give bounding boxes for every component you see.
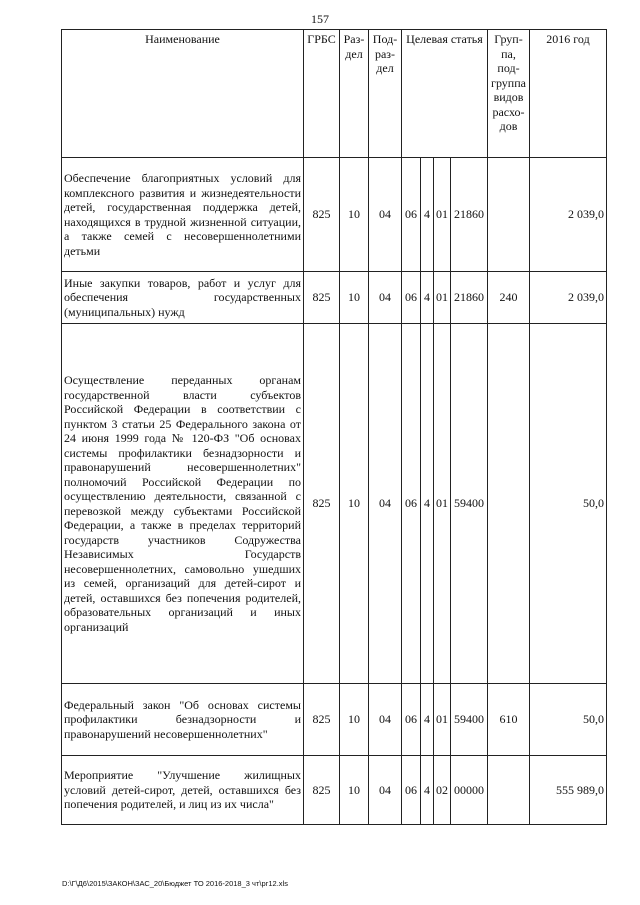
header-name: Наименование — [62, 30, 304, 158]
file-path-footer: D:\Г\Д6\2015\ЗАКОН\ЗАС_20\Бюджет ТО 2016-2018_3 чт\рг12.xls — [62, 879, 288, 888]
row-podrazdel: 04 — [369, 324, 402, 684]
row-name: Федеральный закон "Об основах системы профилактики безнадзорности и правонарушений несовершеннолетних" — [62, 684, 304, 756]
row-grbs: 825 — [304, 756, 340, 825]
row-target-subprogram: 4 — [421, 684, 434, 756]
table-row — [62, 756, 607, 825]
row-amount: 50,0 — [530, 324, 607, 684]
row-target-event: 01 — [434, 272, 451, 324]
row-target-code: 00000 — [451, 756, 488, 825]
row-podrazdel: 04 — [369, 272, 402, 324]
row-target-program: 06 — [402, 756, 421, 825]
row-target-code: 59400 — [451, 324, 488, 684]
row-target-code: 21860 — [451, 158, 488, 272]
page-number: 157 — [311, 12, 329, 26]
table-row — [62, 158, 607, 272]
row-razdel: 10 — [340, 272, 369, 324]
row-target-program: 06 — [402, 272, 421, 324]
header-podrazdel: Под- раз- дел — [369, 30, 402, 158]
row-target-subprogram: 4 — [421, 158, 434, 272]
row-target-event: 01 — [434, 324, 451, 684]
row-grbs: 825 — [304, 684, 340, 756]
budget-table — [61, 29, 607, 825]
row-target-program: 06 — [402, 324, 421, 684]
row-target-event: 02 — [434, 756, 451, 825]
table-header-row — [62, 30, 607, 158]
row-grbs: 825 — [304, 324, 340, 684]
row-podrazdel: 04 — [369, 684, 402, 756]
row-target-code: 21860 — [451, 272, 488, 324]
row-target-subprogram: 4 — [421, 324, 434, 684]
row-podrazdel: 04 — [369, 756, 402, 825]
row-target-event: 01 — [434, 158, 451, 272]
row-name: Мероприятие "Улучшение жилищных условий детей-сирот, детей, оставшихся без попечения родителей, и лиц из их числа" — [62, 756, 304, 825]
row-target-program: 06 — [402, 684, 421, 756]
row-amount: 555 989,0 — [530, 756, 607, 825]
header-target-article: Целевая статья — [402, 30, 488, 158]
row-target-subprogram: 4 — [421, 272, 434, 324]
row-group — [488, 756, 530, 825]
row-razdel: 10 — [340, 324, 369, 684]
row-podrazdel: 04 — [369, 158, 402, 272]
row-razdel: 10 — [340, 158, 369, 272]
header-year: 2016 год — [530, 30, 607, 158]
header-group: Груп- па, под- группа видов расхо- дов — [488, 30, 530, 158]
row-target-event: 01 — [434, 684, 451, 756]
row-name: Обеспечение благоприятных условий для комплексного развития и жизнедеятельности детей, государственная поддержка детей, находящихся в трудной жизненной ситуации, а также семей с несовершеннолетними детьми — [62, 158, 304, 272]
row-target-subprogram: 4 — [421, 756, 434, 825]
table-row — [62, 684, 607, 756]
table-row — [62, 272, 607, 324]
row-group — [488, 158, 530, 272]
header-razdel: Раз- дел — [340, 30, 369, 158]
row-target-code: 59400 — [451, 684, 488, 756]
row-amount: 2 039,0 — [530, 272, 607, 324]
row-name: Осуществление переданных органам государственной власти субъектов Российской Федерации в соответствии с пунктом 3 статьи 25 Федерального закона от 24 июня 1999 года № 120-ФЗ "Об основах системы профилактики безнадзорности и правонарушений несовершеннолетних" полномочий Российской Федерации по осуществлению деятельности, связанной с перевозкой между субъектами Российской Федерации, а также в пределах территорий государств участников Содружества Независимых Государств несовершеннолетних, самовольно ушедших из семей, организаций для детей-сирот и детей, оставшихся без попечения родителей, образовательных организаций и иных организаций — [62, 324, 304, 684]
row-grbs: 825 — [304, 272, 340, 324]
row-group: 610 — [488, 684, 530, 756]
row-target-program: 06 — [402, 158, 421, 272]
row-group: 240 — [488, 272, 530, 324]
row-amount: 2 039,0 — [530, 158, 607, 272]
row-razdel: 10 — [340, 684, 369, 756]
row-name: Иные закупки товаров, работ и услуг для обеспечения государственных (муниципальных) нужд — [62, 272, 304, 324]
table-row — [62, 324, 607, 684]
row-amount: 50,0 — [530, 684, 607, 756]
header-grbs: ГРБС — [304, 30, 340, 158]
row-grbs: 825 — [304, 158, 340, 272]
row-group — [488, 324, 530, 684]
row-razdel: 10 — [340, 756, 369, 825]
